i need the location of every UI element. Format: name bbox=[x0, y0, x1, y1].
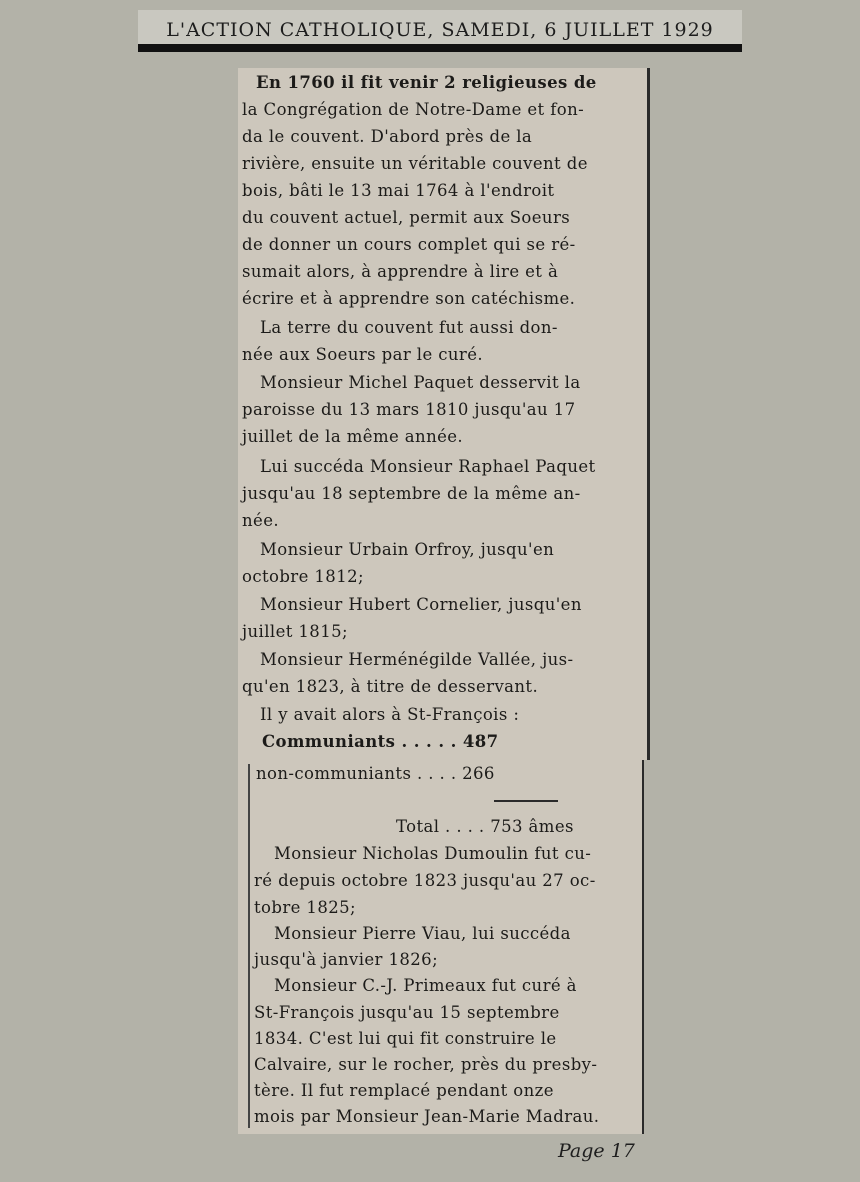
text-line: la Congrégation de Notre-Dame et fon- bbox=[242, 100, 585, 119]
text-line: née aux Soeurs par le curé. bbox=[242, 345, 484, 364]
text-line: Monsieur Pierre Viau, lui succéda bbox=[274, 924, 571, 943]
text-line: tobre 1825; bbox=[254, 898, 356, 917]
text-line: St-François jusqu'au 15 septembre bbox=[254, 1003, 560, 1022]
column-rule bbox=[642, 760, 644, 1134]
masthead-title: L'ACTION CATHOLIQUE, SAMEDI, 6 JUILLET 1929 bbox=[166, 19, 714, 41]
text-line: du couvent actuel, permit aux Soeurs bbox=[242, 208, 571, 227]
text-line: bois, bâti le 13 mai 1764 à l'endroit bbox=[242, 181, 555, 200]
text-line: Monsieur Michel Paquet desservit la bbox=[260, 373, 581, 392]
text-line: tère. Il fut remplacé pendant onze bbox=[254, 1081, 554, 1100]
text-line: ré depuis octobre 1823 jusqu'au 27 oc- bbox=[254, 871, 596, 890]
text-line: rivière, ensuite un véritable couvent de bbox=[242, 154, 588, 173]
text-line: Monsieur Urbain Orfroy, jusqu'en bbox=[260, 540, 555, 559]
text-line: née. bbox=[242, 511, 280, 530]
text-line: paroisse du 13 mars 1810 jusqu'au 17 bbox=[242, 400, 576, 419]
text-line: qu'en 1823, à titre de desservant. bbox=[242, 677, 539, 696]
text-line: Calvaire, sur le rocher, près du presby- bbox=[254, 1055, 598, 1074]
text-line: mois par Monsieur Jean-Marie Madrau. bbox=[254, 1107, 600, 1126]
text-line: juillet 1815; bbox=[242, 622, 348, 641]
text-line: Total . . . . 753 âmes bbox=[396, 817, 574, 836]
page-number: Page 17 bbox=[558, 1140, 635, 1162]
text-line: Monsieur C.-J. Primeaux fut curé à bbox=[274, 976, 577, 995]
text-line: Monsieur Nicholas Dumoulin fut cu- bbox=[274, 844, 592, 863]
text-line: Il y avait alors à St-François : bbox=[260, 705, 520, 724]
text-line: La terre du couvent fut aussi don- bbox=[260, 318, 558, 337]
text-line: Lui succéda Monsieur Raphael Paquet bbox=[260, 457, 596, 476]
clipping-column-2 bbox=[238, 760, 642, 1134]
column-rule bbox=[647, 68, 650, 760]
newspaper-masthead bbox=[138, 10, 742, 52]
clipping-column-1 bbox=[238, 68, 650, 760]
text-line: 1834. C'est lui qui fit construire le bbox=[254, 1029, 557, 1048]
text-line: non-communiants . . . . 266 bbox=[256, 764, 495, 783]
column-rule bbox=[248, 764, 250, 1128]
text-line: jusqu'à janvier 1826; bbox=[254, 950, 439, 969]
total-divider bbox=[494, 800, 558, 802]
text-line: juillet de la même année. bbox=[242, 427, 464, 446]
text-line: da le couvent. D'abord près de la bbox=[242, 127, 533, 146]
text-line: jusqu'au 18 septembre de la même an- bbox=[242, 484, 581, 503]
text-line: Monsieur Hubert Cornelier, jusqu'en bbox=[260, 595, 582, 614]
text-line: Monsieur Herménégilde Vallée, jus- bbox=[260, 650, 574, 669]
text-line: sumait alors, à apprendre à lire et à bbox=[242, 262, 559, 281]
text-line: de donner un cours complet qui se ré- bbox=[242, 235, 576, 254]
text-line: En 1760 il fit venir 2 religieuses de bbox=[256, 73, 597, 92]
text-line: écrire et à apprendre son catéchisme. bbox=[242, 289, 576, 308]
text-line: Communiants . . . . . 487 bbox=[262, 732, 499, 751]
text-line: octobre 1812; bbox=[242, 567, 364, 586]
